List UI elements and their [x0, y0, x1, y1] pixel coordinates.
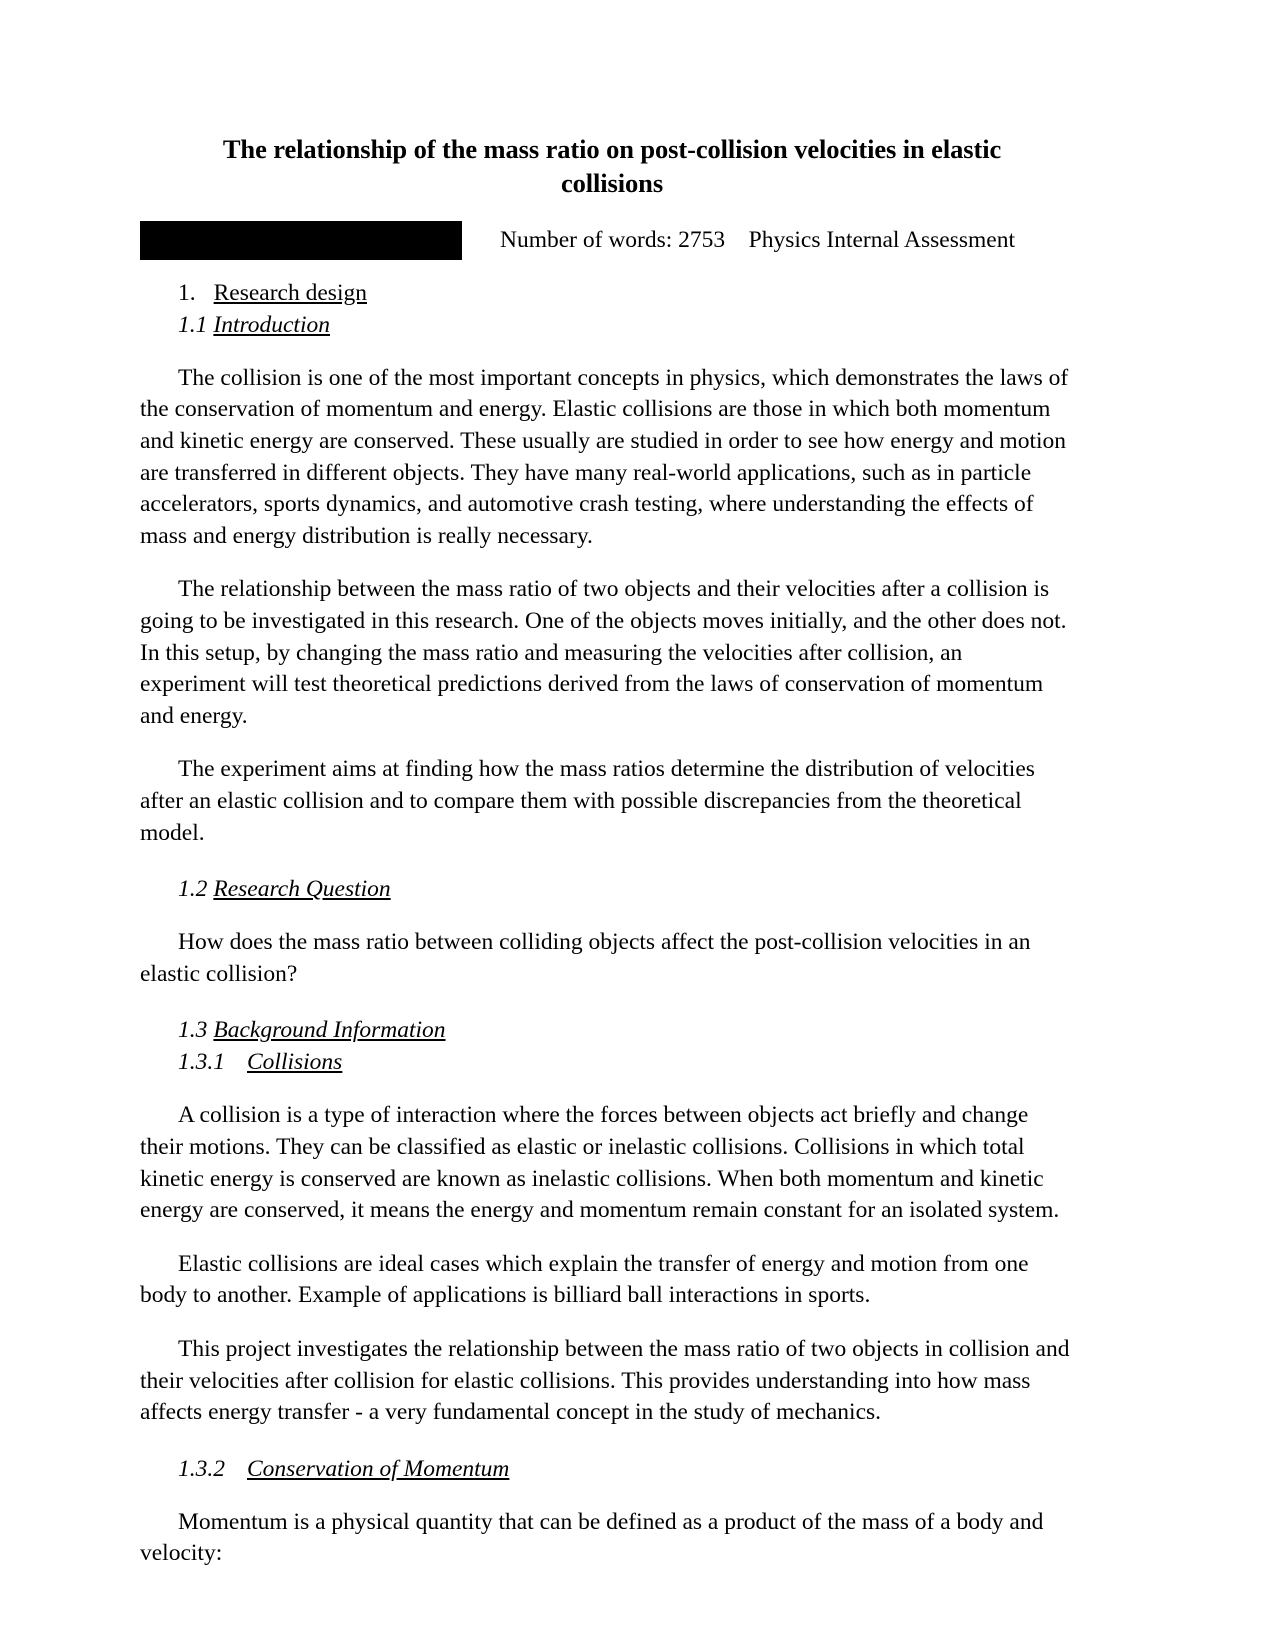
redacted-author-bar [140, 221, 462, 260]
paragraph-collisions-3: This project investigates the relationship between the mass ratio of two objects in collision and their velocities after collision for elastic collisions. This provides understanding into how mass affects energy transfer - a very fundamental concept in the study of mechanics. [140, 1335, 1070, 1426]
heading-research-design [140, 278, 1072, 309]
heading-number: 1.3.2 [178, 1455, 225, 1482]
heading-conservation-of-momentum [140, 1454, 1072, 1485]
heading-text: Conservation of Momentum [247, 1455, 510, 1482]
paragraph-collisions-1: A collision is a type of interaction where the forces between objects act briefly and change their motions. They can be classified as elastic or inelastic collisions. Collisions in which total kinetic energy is conserved are known as inelastic collisions. When both momentum and kinetic energy are conserved, it means the energy and momentum remain constant for an isolated system. [140, 1102, 1060, 1224]
heading-text: Background Information [213, 1017, 446, 1044]
heading-number: 1.3 [178, 1017, 208, 1044]
page-title: The relationship of the mass ratio on post-collision velocities in elastic collisions [222, 134, 1002, 198]
heading-text: Introduction [213, 311, 330, 338]
paragraph-intro-2: The relationship between the mass ratio of two objects and their velocities after a collision is going to be investigated in this research. One of the objects moves initially, and the other does not. In this setup, by changing the mass ratio and measuring the velocities after collision, an experiment will test theoretical predictions derived from the laws of conservation of momentum and energy. [140, 576, 1067, 729]
paragraph-research-question: How does the mass ratio between colliding objects affect the post-collision velocities in an elastic collision? [140, 929, 1031, 987]
heading-number: 1. [178, 279, 196, 306]
heading-number: 1.2 [178, 876, 208, 903]
heading-text: Collisions [247, 1049, 343, 1076]
paragraph-momentum-1: Momentum is a physical quantity that can be defined as a product of the mass of a body and velocity: [140, 1508, 1044, 1567]
heading-text: Research design [213, 279, 367, 306]
paragraph-collisions-2: Elastic collisions are ideal cases which explain the transfer of energy and motion from one body to another. Example of applications is billiard ball interactions in sports. [140, 1250, 1029, 1309]
author-meta-row [140, 221, 1072, 261]
paragraph-intro-3: The experiment aims at finding how the mass ratios determine the distribution of velocities after an elastic collision and to compare them with possible discrepancies from the theoretical model. [140, 756, 1035, 846]
page-content [140, 0, 1072, 1570]
heading-collisions [140, 1047, 1072, 1078]
heading-number: 1.3.1 [178, 1049, 225, 1076]
word-count-and-subject: Number of words: 2753 Physics Internal Assessment [500, 227, 1015, 254]
heading-introduction [140, 310, 1072, 341]
heading-research-question [140, 874, 1072, 905]
paragraph-intro-1: The collision is one of the most important concepts in physics, which demonstrates the laws of the conservation of momentum and energy. Elastic collisions are those in which both momentum and kinetic energy are conserved. These usually are studied in order to see how energy and motion are transferred in different objects. They have many real-world applications, such as in particle accelerators, sports dynamics, and automotive crash testing, where understanding the effects of mass and energy distribution is really necessary. [140, 364, 1069, 549]
heading-number: 1.1 [178, 311, 208, 338]
heading-text: Research Question [213, 876, 391, 903]
heading-background-information [140, 1015, 1072, 1046]
